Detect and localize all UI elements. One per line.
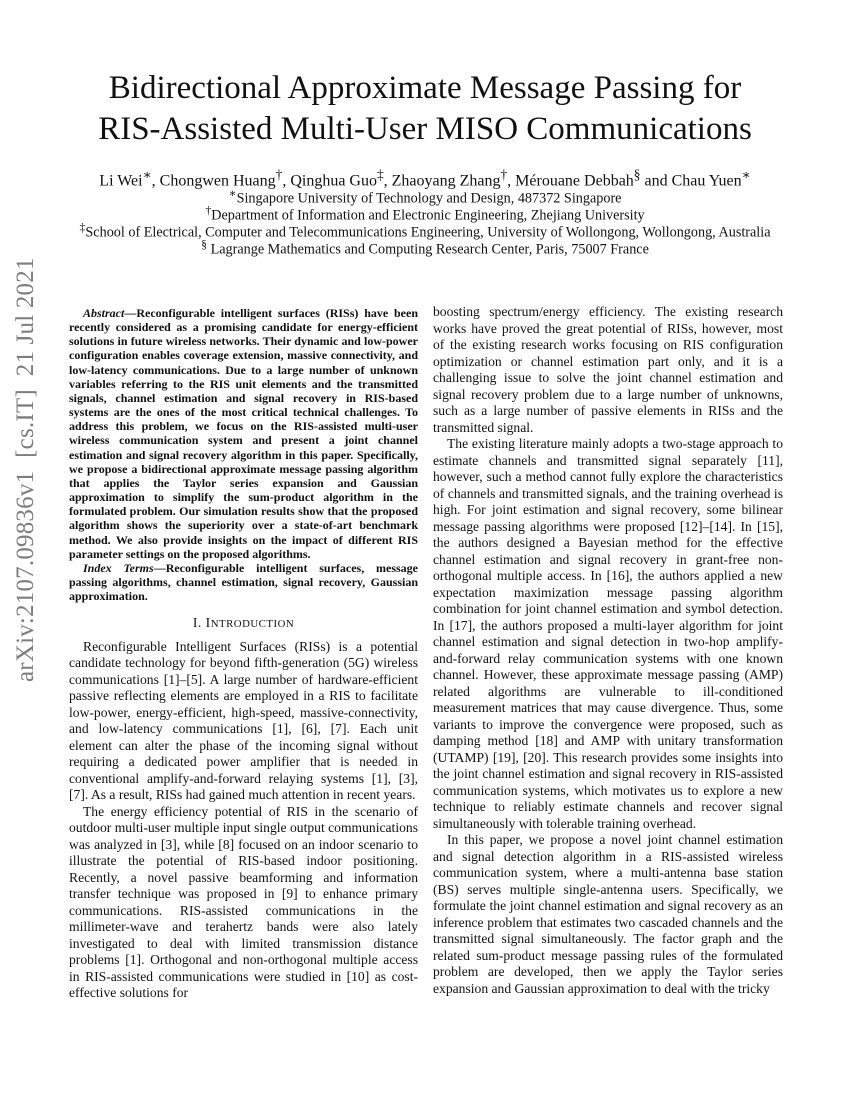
affiliation-text: Singapore University of Technology and Design, 487372 Singapore — [236, 190, 622, 207]
affiliation-mark: ∗ — [228, 186, 237, 200]
affiliation-text: School of Electrical, Computer and Telecommunications Engineering, University of Wollongong, Wollongong, Australia — [85, 224, 771, 241]
author-separator: , — [151, 172, 160, 190]
index-terms-paragraph — [69, 561, 418, 603]
paper-title — [40, 68, 810, 150]
section-heading-introduction — [69, 615, 418, 633]
index-terms-text: Reconfigurable intelligent surfaces, message passing algorithms, channel estimation, signal recovery, Gaussian approximation. — [69, 560, 418, 604]
author-separator: , — [507, 172, 516, 190]
index-terms-dash: — — [153, 560, 166, 575]
title-line-1: Bidirectional Approximate Message Passing for — [108, 70, 742, 106]
author-3-mark: ‡ — [376, 167, 384, 182]
affiliation-text: Department of Information and Electronic Engineering, Zhejiang University — [211, 207, 645, 224]
arxiv-stamp: arXiv:2107.09836v1 [cs.IT] 21 Jul 2021 — [12, 257, 39, 682]
abstract-block — [69, 306, 418, 603]
author-separator: , — [383, 172, 392, 190]
abstract-label: Abstract — [83, 306, 125, 320]
author-2-mark: † — [275, 167, 283, 182]
author-6: Chau Yuen — [671, 172, 742, 190]
abstract-paragraph — [69, 306, 418, 561]
index-terms-label: Index Terms — [83, 560, 154, 575]
author-4-mark: † — [500, 167, 508, 182]
section-title: NTRODUCTION — [210, 618, 295, 631]
author-separator: , — [282, 172, 291, 190]
right-column — [433, 304, 783, 997]
author-4: Zhaoyang Zhang — [391, 172, 501, 190]
affiliation-text: Lagrange Mathematics and Computing Research Center, Paris, 75007 France — [207, 241, 649, 258]
affiliation-mark: † — [205, 203, 212, 217]
body-paragraph: The energy efficiency potential of RIS in the scenario of outdoor multi-user multiple input single output communications was analyzed in [3], while [8] focused on an indoor scenario to illustrate the potential of RIS-based indoor positioning. Recently, a novel passive beamforming and information transfer technique was proposed in [9] to enhance primary communications. RIS-assisted communications in the millimeter-wave and terahertz bands were also lately investigated to deal with limited transmission distance problems [1]. Orthogonal and non-orthogonal multiple access in RIS-assisted communications were studied in [10] as cost-effective solutions for — [69, 803, 418, 1001]
author-5-mark: § — [633, 167, 641, 182]
body-paragraph: boosting spectrum/energy efficiency. The existing research works have proved the great potential of RISs, however, most of the existing research works focusing on RIS configuration optimization or channel estimation part only, and it is a challenging issue to solve the joint channel estimation and signal recovery problem due to a large number of unknowns, such as a large number of passive elements in RISs and the transmitted signal. — [433, 304, 783, 435]
author-5: Mérouane Debbah — [515, 172, 634, 190]
author-3: Qinghua Guo — [290, 172, 377, 190]
author-6-mark: ∗ — [741, 167, 751, 182]
affiliation-mark: § — [201, 237, 208, 251]
affiliation-4 — [40, 236, 810, 259]
abstract-text: Reconfigurable intelligent surfaces (RISs) have been recently considered as a promising candidate for energy-efficient solutions in future wireless networks. Their dynamic and low-power configuration enables coverage extension, massive connectivity, and low-latency communications. Due to a large number of unknown variables referring to the RIS unit elements and the transmitted signals, channel estimation and signal recovery in RIS-based systems are the ones of the most critical technical challenges. To address this problem, we focus on the RIS-assisted multi-user wireless communication system and present a joint channel estimation and signal recovery algorithm in this paper. Specifically, we propose a bidirectional approximate message passing algorithm that applies the Taylor series expansion and Gaussian approximation to simplify the sum-product algorithm in the formulated problem. Our simulation results show that the proposed algorithm shows the superiority over a state-of-art benchmark method. We also provide insights on the impact of different RIS parameter settings on the proposed algorithms. — [69, 306, 418, 561]
author-1: Li Wei — [99, 172, 143, 190]
affiliation-mark: ‡ — [79, 220, 86, 234]
section-number: I. I — [192, 615, 211, 631]
left-column — [69, 306, 418, 1002]
body-paragraph: Reconfigurable Intelligent Surfaces (RISs) is a potential candidate technology for beyond fifth-generation (5G) wireless communications [1]–[5]. A large number of hardware-efficient passive reflecting elements are employed in a RIS to facilitate low-power, energy-efficient, high-speed, massive-connectivity, and low-latency communications [1], [6], [7]. Each unit element can alter the phase of the incoming signal without requiring a dedicated power amplifier that is needed in conventional amplify-and-forward relaying systems [1], [3], [7]. As a result, RISs had gained much attention in recent years. — [69, 638, 418, 803]
title-line-2: RIS-Assisted Multi-User MISO Communications — [98, 111, 752, 147]
author-and: and — [640, 172, 672, 190]
abstract-dash: — — [124, 306, 137, 320]
body-paragraph: In this paper, we propose a novel joint channel estimation and signal detection algorithm in a RIS-assisted wireless communication system, where a multi-antenna base station (BS) serves multiple single-antenna users. Specifically, we formulate the joint channel estimation and signal recovery as an inference problem that estimates two cascaded channels and the transmitted signal simultaneously. The factor graph and the related sum-product message passing rules of the formulated problem are developed, then we apply the Taylor series expansion and Gaussian approximation to deal with the tricky — [433, 832, 783, 996]
author-2: Chongwen Huang — [159, 172, 276, 190]
body-paragraph: The existing literature mainly adopts a two-stage approach to estimate channels and transmitted signal separately [11], however, such a method cannot fully explore the characteristics of channels and transmitted signals, and the training overhead is high. For joint estimation and signal recovery, some bilinear message passing algorithms were proposed [12]–[14]. In [15], the authors designed a Bayesian method for the effective channel estimation and signal recovery in grant-free non-orthogonal multiple access. In [16], the authors applied a new expectation maximization message passing algorithm combination for joint channel estimation and symbol detection. In [17], the authors proposed a multi-layer algorithm for joint channel estimation and signal detection in two-hop amplify-and-forward relay communication systems with one known channel. However, these approximate message passing (AMP) related algorithms are vulnerable to ill-conditioned measurement matrices that may cause divergence. Thus, some variants to improve the convergence were proposed, such as damping method [18] and AMP with unitary transformation (UTAMP) [19], [20]. This research provides some insights into the joint channel estimation and signal recovery in RIS-assisted communication systems, which motivates us to explore a new technique to reliably estimate channels and recover signal simultaneously with tolerable training overhead. — [433, 436, 783, 831]
author-1-mark: ∗ — [142, 167, 152, 182]
